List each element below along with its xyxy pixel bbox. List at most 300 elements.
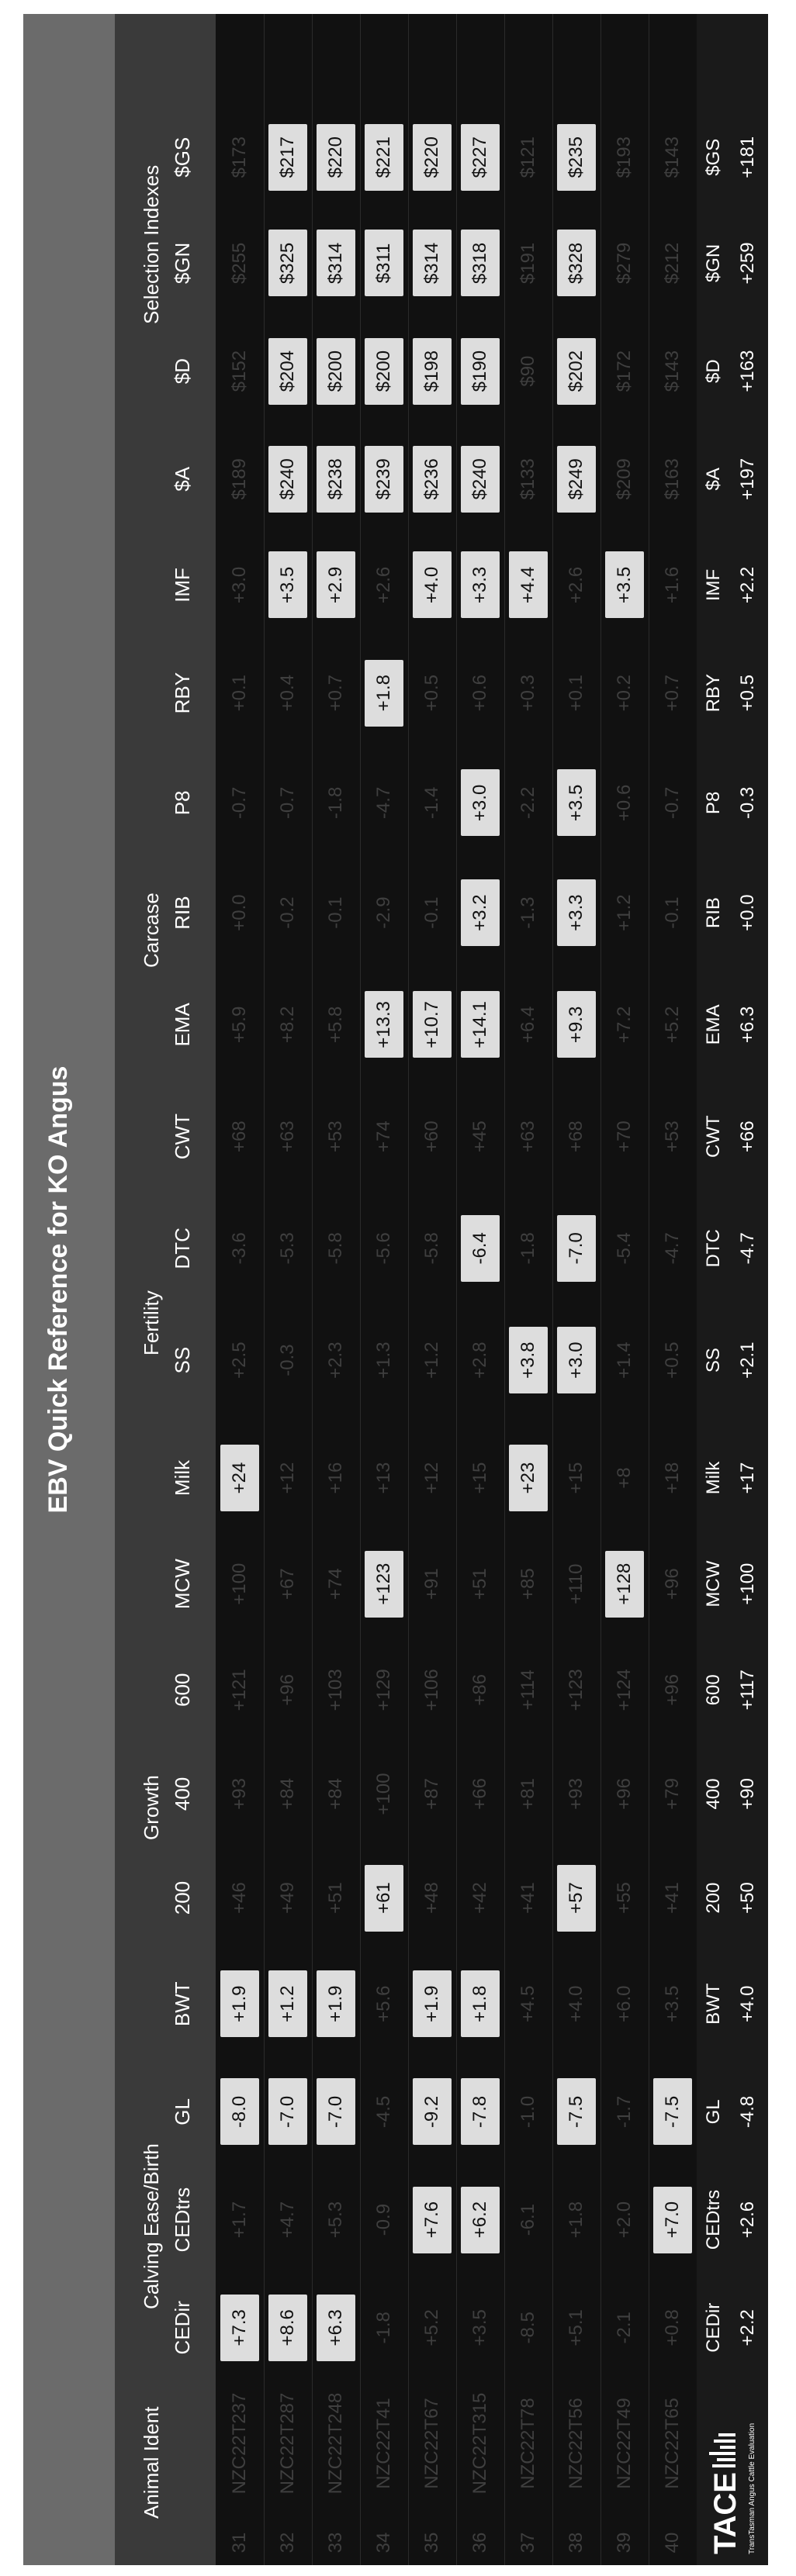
ebv-cell-gl: -7.5 [557, 2078, 596, 2145]
ebv-cell-400: +100 [373, 1773, 394, 1815]
row-number: 39 [614, 2532, 635, 2554]
row-number: 37 [517, 2532, 538, 2554]
ebv-cell-mcw: +51 [469, 1568, 490, 1600]
table-row [264, 14, 313, 2565]
ebv-cell-600: +96 [662, 1673, 683, 1706]
ebv-cell-bwt: +6.0 [614, 1985, 635, 2022]
ebv-cell-600: +96 [277, 1673, 298, 1706]
ebv-cell-index-a: $236 [413, 446, 452, 513]
footer-average: -4.7 [737, 1232, 758, 1265]
ebv-cell-index-gn: $191 [517, 242, 538, 285]
ebv-cell-mcw: +123 [365, 1551, 403, 1618]
footer-average: +4.0 [737, 1985, 758, 2022]
ebv-cell-cwt: +74 [373, 1121, 394, 1152]
animal-ident: NZC22T49 [614, 2398, 635, 2489]
ebv-cell-rby: +0.3 [517, 674, 538, 712]
ebv-cell-ss: +3.0 [557, 1327, 596, 1393]
page-title: EBV Quick Reference for KO Angus [43, 1065, 73, 1514]
ebv-cell-200: +41 [662, 1882, 683, 1914]
ebv-cell-dtc: -5.8 [325, 1232, 346, 1265]
ebv-cell-400: +96 [614, 1778, 635, 1810]
row-number: 31 [229, 2532, 250, 2554]
footer-header: IMF [703, 568, 724, 602]
column-header: P8 [171, 790, 194, 816]
ebv-cell-gl: -7.8 [461, 2078, 500, 2145]
footer-average: +259 [737, 242, 758, 285]
column-header: BWT [171, 1981, 194, 2027]
ebv-cell-index-a: $189 [229, 458, 250, 500]
ebv-cell-index-gs: $193 [614, 136, 635, 178]
ebv-cell-ss: +3.8 [509, 1327, 548, 1393]
ebv-cell-rby: +1.8 [365, 660, 403, 727]
group-calving-ease: Calving Ease/Birth [140, 2143, 163, 2309]
ebv-cell-cedtrs: +1.7 [229, 2201, 250, 2239]
ebv-cell-cedir: +8.6 [268, 2295, 307, 2361]
column-header: DTC [171, 1228, 194, 1269]
ebv-cell-rby: +0.7 [662, 674, 683, 712]
table-row [216, 14, 265, 2565]
group-fertility: Fertility [140, 1290, 163, 1355]
footer-average: +2.6 [737, 2201, 758, 2239]
ebv-cell-200: +46 [229, 1882, 250, 1914]
column-header: RBY [171, 672, 194, 714]
table-row [408, 14, 457, 2565]
ebv-cell-dtc: -3.6 [229, 1232, 250, 1265]
ebv-cell-200: +42 [469, 1882, 490, 1914]
animal-ident: NZC22T67 [421, 2398, 442, 2489]
ebv-cell-index-gn: $314 [413, 230, 452, 296]
footer-average: +197 [737, 458, 758, 500]
ebv-cell-imf: +4.4 [509, 551, 548, 618]
ebv-cell-cwt: +70 [614, 1121, 635, 1152]
ebv-cell-600: +106 [421, 1669, 442, 1711]
ebv-cell-index-a: $239 [365, 446, 403, 513]
ebv-cell-200: +49 [277, 1882, 298, 1914]
ebv-cell-ema: +5.9 [229, 1006, 250, 1044]
column-header: IMF [171, 568, 194, 603]
column-header: CEDtrs [171, 2187, 194, 2253]
ebv-cell-600: +86 [469, 1673, 490, 1706]
ebv-cell-cedtrs: +7.0 [653, 2187, 692, 2253]
ebv-cell-milk: +8 [614, 1467, 635, 1489]
table-row [649, 14, 697, 2565]
ebv-cell-rib: -2.9 [373, 896, 394, 929]
footer-header: CEDir [703, 2302, 724, 2353]
footer-header: BWT [703, 1983, 724, 2025]
column-header: EMA [171, 1003, 194, 1047]
ebv-cell-bwt: +1.9 [220, 1970, 259, 2037]
ebv-cell-dtc: -4.7 [662, 1232, 683, 1265]
footer-average: +90 [737, 1778, 758, 1810]
ebv-cell-index-d: $172 [614, 350, 635, 392]
footer-header: SS [703, 1348, 724, 1373]
footer-average: +2.1 [737, 1342, 758, 1379]
column-header: SS [171, 1346, 194, 1374]
ebv-cell-rib: -0.2 [277, 896, 298, 929]
footer-header: Milk [703, 1461, 724, 1495]
row-number: 34 [373, 2532, 394, 2554]
ebv-cell-400: +93 [229, 1778, 250, 1810]
column-header: MCW [171, 1559, 194, 1610]
row-number: 38 [566, 2532, 587, 2554]
ebv-cell-rby: +0.2 [614, 674, 635, 712]
row-number: 35 [421, 2532, 442, 2554]
ebv-cell-cedtrs: -0.9 [373, 2203, 394, 2236]
ebv-cell-200: +55 [614, 1882, 635, 1914]
ebv-cell-index-a: $240 [461, 446, 500, 513]
ebv-cell-ema: +5.8 [325, 1006, 346, 1044]
ebv-cell-milk: +18 [662, 1462, 683, 1494]
ebv-cell-cwt: +68 [566, 1121, 587, 1152]
ebv-cell-400: +81 [517, 1778, 538, 1810]
ebv-cell-bwt: +3.5 [662, 1985, 683, 2022]
footer-header: $GS [703, 138, 724, 176]
ebv-cell-cwt: +60 [421, 1121, 442, 1152]
animal-ident: NZC22T237 [229, 2392, 250, 2495]
ebv-cell-200: +61 [365, 1865, 403, 1932]
footer-average: +2.2 [737, 2309, 758, 2346]
ebv-cell-ema: +9.3 [557, 991, 596, 1058]
ebv-cell-200: +57 [557, 1865, 596, 1932]
ebv-cell-index-gn: $255 [229, 242, 250, 285]
ebv-cell-p8: -1.8 [325, 786, 346, 820]
ebv-cell-rby: +0.4 [277, 674, 298, 712]
ebv-cell-cedir: -2.1 [614, 2312, 635, 2344]
group-carcase: Carcase [140, 893, 163, 968]
ebv-cell-mcw: +110 [566, 1563, 587, 1604]
ebv-cell-p8: -1.4 [421, 786, 442, 820]
svg-text:TACE: TACE [708, 2472, 742, 2554]
ebv-cell-imf: +2.9 [317, 551, 355, 618]
ebv-cell-cwt: +68 [229, 1121, 250, 1152]
ebv-cell-ema: +13.3 [365, 991, 403, 1058]
footer-average: +117 [737, 1670, 758, 1711]
ebv-cell-dtc: -1.8 [517, 1232, 538, 1265]
ebv-cell-cedir: +0.8 [662, 2309, 683, 2346]
ebv-cell-p8: -0.7 [229, 786, 250, 820]
ebv-cell-index-d: $204 [268, 338, 307, 405]
row-number: 40 [662, 2532, 683, 2554]
ebv-cell-bwt: +1.8 [461, 1970, 500, 2037]
ebv-cell-index-a: $238 [317, 446, 355, 513]
ebv-cell-index-d: $200 [365, 338, 403, 405]
ebv-cell-cedir: +5.2 [421, 2309, 442, 2346]
ebv-cell-rib: -1.3 [517, 896, 538, 929]
ebv-cell-bwt: +4.5 [517, 1985, 538, 2022]
ebv-cell-imf: +1.6 [662, 566, 683, 604]
ebv-cell-milk: +13 [373, 1462, 394, 1494]
footer-header: $A [703, 468, 724, 491]
ebv-cell-index-a: $249 [557, 446, 596, 513]
ebv-cell-index-gs: $235 [557, 124, 596, 191]
ebv-cell-rby: +0.5 [421, 674, 442, 712]
ebv-cell-mcw: +128 [605, 1551, 644, 1618]
ebv-cell-p8: -0.7 [277, 786, 298, 820]
row-number: 36 [469, 2532, 490, 2554]
footer-average: -0.3 [737, 786, 758, 820]
ebv-cell-ss: +1.2 [421, 1342, 442, 1379]
ebv-cell-mcw: +85 [517, 1568, 538, 1600]
footer-average: +2.2 [737, 566, 758, 604]
ebv-cell-cwt: +53 [662, 1121, 683, 1152]
ebv-cell-cedtrs: -6.1 [517, 2203, 538, 2236]
group-growth: Growth [140, 1775, 163, 1840]
ebv-cell-gl: -9.2 [413, 2078, 452, 2145]
ebv-cell-index-gs: $143 [662, 136, 683, 178]
footer-average: +6.3 [737, 1006, 758, 1044]
row-number: 32 [277, 2532, 298, 2554]
ebv-cell-400: +93 [566, 1778, 587, 1810]
table-row [360, 14, 409, 2565]
ebv-cell-200: +48 [421, 1882, 442, 1914]
ebv-cell-ss: +2.8 [469, 1342, 490, 1379]
ebv-cell-index-gn: $279 [614, 242, 635, 285]
footer-average: +66 [737, 1121, 758, 1152]
footer-average: +163 [737, 350, 758, 392]
ebv-cell-bwt: +1.9 [413, 1970, 452, 2037]
ebv-cell-milk: +23 [509, 1445, 548, 1511]
ebv-cell-200: +51 [325, 1882, 346, 1914]
ebv-cell-cwt: +53 [325, 1121, 346, 1152]
ebv-cell-rib: +0.0 [229, 894, 250, 931]
ebv-cell-ss: +1.4 [614, 1342, 635, 1379]
animal-ident: NZC22T248 [325, 2392, 346, 2495]
ebv-cell-cedir: +6.3 [317, 2295, 355, 2361]
ebv-card [23, 14, 768, 2565]
ebv-cell-index-gn: $311 [365, 230, 403, 296]
ebv-cell-600: +114 [517, 1670, 538, 1711]
footer-header: RIB [703, 897, 724, 929]
ebv-cell-index-gs: $220 [413, 124, 452, 191]
ebv-cell-cedir: -8.5 [517, 2312, 538, 2344]
ebv-cell-index-gn: $314 [317, 230, 355, 296]
footer-header: $GN [703, 243, 724, 283]
ebv-cell-gl: -1.0 [517, 2095, 538, 2129]
ebv-cell-index-d: $90 [517, 355, 538, 387]
ebv-cell-index-a: $209 [614, 458, 635, 500]
ebv-cell-ss: +1.3 [373, 1342, 394, 1379]
ebv-cell-cwt: +63 [517, 1121, 538, 1152]
ebv-cell-imf: +2.6 [566, 566, 587, 604]
row-number: 33 [325, 2532, 346, 2554]
group-animal-ident: Animal Ident [140, 2406, 163, 2519]
table-row [312, 14, 361, 2565]
ebv-cell-imf: +4.0 [413, 551, 452, 618]
ebv-cell-index-gs: $217 [268, 124, 307, 191]
ebv-cell-rib: +1.2 [614, 894, 635, 931]
table-row [600, 14, 649, 2565]
ebv-cell-imf: +3.5 [268, 551, 307, 618]
ebv-cell-mcw: +96 [662, 1568, 683, 1600]
ebv-cell-mcw: +91 [421, 1568, 442, 1600]
ebv-cell-cedir: +5.1 [566, 2309, 587, 2346]
footer-header: 400 [703, 1778, 724, 1810]
column-header: $D [171, 357, 194, 385]
footer-header: 200 [703, 1882, 724, 1914]
ebv-cell-rib: +3.2 [461, 879, 500, 946]
animal-ident: NZC22T56 [566, 2398, 587, 2489]
ebv-cell-cedir: -1.8 [373, 2312, 394, 2344]
ebv-cell-index-gn: $212 [662, 242, 683, 285]
ebv-cell-index-d: $143 [662, 350, 683, 392]
footer-header: GL [703, 2099, 724, 2125]
ebv-cell-milk: +24 [220, 1445, 259, 1511]
ebv-cell-rib: -0.1 [662, 896, 683, 929]
ebv-cell-rib: -0.1 [421, 896, 442, 929]
ebv-cell-index-d: $198 [413, 338, 452, 405]
column-header: 200 [171, 1880, 194, 1915]
ebv-cell-ss: +2.3 [325, 1342, 346, 1379]
svg-text:TransTasman Angus Cattle Evalu: TransTasman Angus Cattle Evaluation [748, 2422, 756, 2554]
title-bar [23, 14, 115, 2565]
ebv-cell-ss: +0.5 [662, 1342, 683, 1379]
ebv-cell-dtc: -5.6 [373, 1232, 394, 1265]
ebv-cell-dtc: -5.4 [614, 1232, 635, 1265]
column-header: 400 [171, 1777, 194, 1811]
ebv-cell-ema: +10.7 [413, 991, 452, 1058]
column-header: CWT [171, 1114, 194, 1160]
ebv-cell-400: +66 [469, 1778, 490, 1810]
ebv-cell-600: +129 [373, 1669, 394, 1711]
ebv-cell-400: +84 [325, 1778, 346, 1810]
ebv-cell-dtc: -6.4 [461, 1215, 500, 1282]
footer-average: -4.8 [737, 2095, 758, 2129]
ebv-cell-cwt: +63 [277, 1121, 298, 1152]
ebv-cell-400: +79 [662, 1778, 683, 1810]
ebv-cell-index-gs: $221 [365, 124, 403, 191]
ebv-cell-ema: +6.4 [517, 1006, 538, 1044]
footer-header: CEDtrs [703, 2189, 724, 2250]
ebv-cell-ss: -0.3 [277, 1344, 298, 1376]
ebv-cell-gl: -1.7 [614, 2095, 635, 2129]
ebv-cell-rby: +0.6 [469, 674, 490, 712]
footer-averages [697, 14, 768, 2565]
ebv-cell-ema: +5.2 [662, 1006, 683, 1044]
ebv-cell-ss: +2.5 [229, 1342, 250, 1379]
ebv-cell-index-gn: $325 [268, 230, 307, 296]
ebv-cell-index-gs: $121 [517, 136, 538, 178]
ebv-cell-cedtrs: +7.6 [413, 2187, 452, 2253]
ebv-cell-rby: +0.7 [325, 674, 346, 712]
ebv-cell-index-d: $202 [557, 338, 596, 405]
ebv-cell-rib: -0.1 [325, 896, 346, 929]
animal-ident: NZC22T41 [373, 2398, 394, 2489]
ebv-cell-gl: -7.0 [268, 2078, 307, 2145]
footer-average: +100 [737, 1563, 758, 1605]
ebv-cell-ema: +14.1 [461, 991, 500, 1058]
column-header: Milk [171, 1459, 194, 1497]
ebv-cell-p8: +3.0 [461, 769, 500, 836]
ebv-cell-ema: +7.2 [614, 1006, 635, 1044]
ebv-cell-cedtrs: +6.2 [461, 2187, 500, 2253]
table-row [552, 14, 601, 2565]
ebv-cell-400: +84 [277, 1778, 298, 1810]
footer-average: +50 [737, 1882, 758, 1914]
footer-header: CWT [703, 1115, 724, 1158]
ebv-cell-imf: +3.5 [605, 551, 644, 618]
ebv-cell-milk: +15 [469, 1462, 490, 1494]
column-header: RIB [171, 896, 194, 930]
table-row [504, 14, 553, 2565]
footer-header: DTC [703, 1229, 724, 1268]
footer-average: +17 [737, 1462, 758, 1494]
ebv-cell-index-a: $133 [517, 458, 538, 500]
column-header: $GN [171, 242, 194, 285]
header-band [115, 14, 216, 2565]
ebv-cell-dtc: -7.0 [557, 1215, 596, 1282]
ebv-cell-index-gs: $220 [317, 124, 355, 191]
ebv-cell-index-d: $152 [229, 350, 250, 392]
ebv-cell-bwt: +1.2 [268, 1970, 307, 2037]
footer-header: 600 [703, 1674, 724, 1706]
animal-ident: NZC22T315 [469, 2392, 490, 2495]
animal-ident: NZC22T65 [662, 2398, 683, 2489]
ebv-cell-cedtrs: +1.8 [566, 2201, 587, 2239]
ebv-cell-600: +123 [566, 1669, 587, 1711]
ebv-cell-index-gs: $227 [461, 124, 500, 191]
ebv-cell-milk: +15 [566, 1462, 587, 1494]
ebv-cell-imf: +2.6 [373, 566, 394, 604]
ebv-cell-rby: +0.1 [229, 674, 250, 712]
column-header: CEDir [171, 2301, 194, 2355]
footer-header: EMA [703, 1004, 724, 1045]
ebv-cell-imf: +3.3 [461, 551, 500, 618]
table-row [456, 14, 505, 2565]
column-header: 600 [171, 1673, 194, 1707]
ebv-cell-ema: +8.2 [277, 1006, 298, 1044]
footer-average: +0.0 [737, 894, 758, 931]
ebv-cell-milk: +12 [421, 1462, 442, 1494]
ebv-cell-600: +124 [614, 1669, 635, 1711]
ebv-cell-gl: -4.5 [373, 2095, 394, 2129]
ebv-cell-index-a: $240 [268, 446, 307, 513]
ebv-cell-index-gn: $318 [461, 230, 500, 296]
ebv-cell-bwt: +5.6 [373, 1985, 394, 2022]
footer-header: MCW [703, 1560, 724, 1607]
ebv-cell-mcw: +100 [229, 1563, 250, 1605]
ebv-cell-cedir: +7.3 [220, 2295, 259, 2361]
footer-average: +0.5 [737, 674, 758, 712]
ebv-cell-dtc: -5.8 [421, 1232, 442, 1265]
footer-average: +181 [737, 136, 758, 178]
ebv-cell-p8: -0.7 [662, 786, 683, 820]
ebv-cell-cedtrs: +4.7 [277, 2201, 298, 2239]
column-header: $A [171, 466, 194, 492]
ebv-cell-600: +103 [325, 1669, 346, 1711]
ebv-cell-index-d: $200 [317, 338, 355, 405]
ebv-cell-bwt: +4.0 [566, 1985, 587, 2022]
ebv-cell-gl: -7.0 [317, 2078, 355, 2145]
ebv-cell-index-gs: $173 [229, 136, 250, 178]
ebv-cell-mcw: +74 [325, 1568, 346, 1600]
ebv-cell-cedir: +3.5 [469, 2309, 490, 2346]
footer-header: $D [703, 359, 724, 383]
column-header: GL [171, 2098, 194, 2125]
ebv-cell-p8: -4.7 [373, 786, 394, 820]
ebv-cell-imf: +3.0 [229, 566, 250, 604]
ebv-cell-rby: +0.1 [566, 674, 587, 712]
tace-logo-icon [701, 2418, 763, 2557]
ebv-cell-milk: +16 [325, 1462, 346, 1494]
ebv-cell-bwt: +1.9 [317, 1970, 355, 2037]
ebv-cell-gl: -7.5 [653, 2078, 692, 2145]
group-selection-indexes: Selection Indexes [140, 164, 163, 324]
ebv-cell-cwt: +45 [469, 1121, 490, 1152]
ebv-cell-p8: +3.5 [557, 769, 596, 836]
ebv-cell-p8: -2.2 [517, 786, 538, 820]
ebv-cell-dtc: -5.3 [277, 1232, 298, 1265]
animal-ident: NZC22T78 [517, 2398, 538, 2489]
